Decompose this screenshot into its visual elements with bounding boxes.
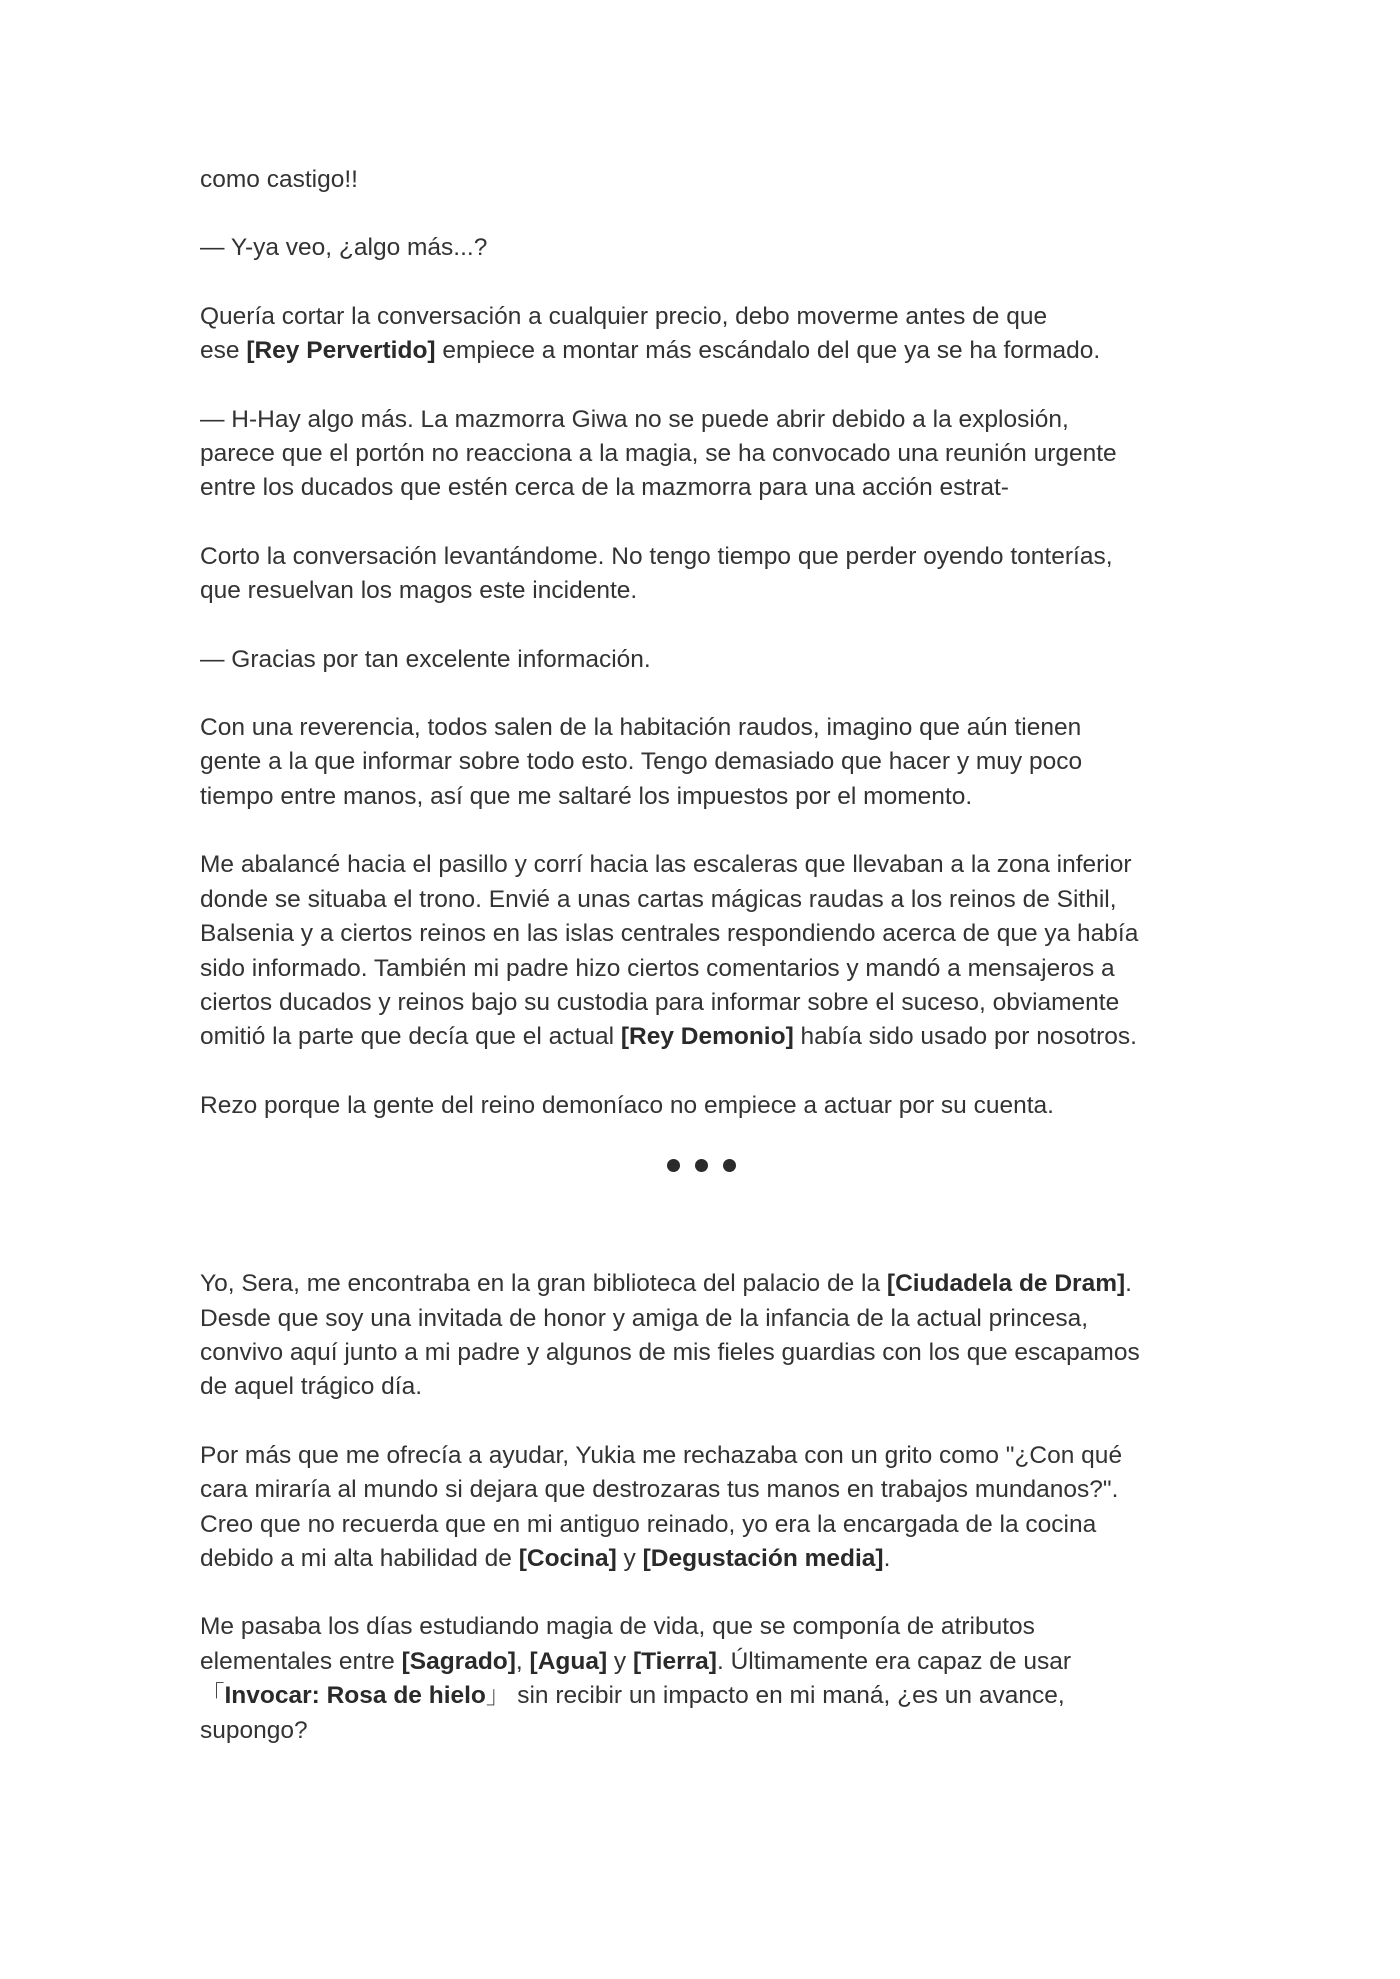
text-run: Por más que me ofrecía a ayudar, Yukia me rechazaba con un grito como "¿Con qué bbox=[200, 1441, 1123, 1469]
document-section-2 bbox=[200, 1267, 1200, 1748]
text-run: de aquel trágico día. bbox=[200, 1373, 423, 1401]
text-run: había sido usado por nosotros. bbox=[793, 1023, 1137, 1051]
paragraph bbox=[200, 1089, 1200, 1123]
text-run: 「 bbox=[200, 1682, 225, 1710]
paragraph bbox=[200, 711, 1200, 814]
scene-separator bbox=[200, 1159, 1200, 1173]
text-run: debido a mi alta habilidad de bbox=[200, 1544, 519, 1572]
separator-dot bbox=[667, 1159, 680, 1172]
text-run: Rezo porque la gente del reino demoníaco no empiece a actuar por su cuenta. bbox=[200, 1091, 1054, 1119]
paragraph bbox=[200, 848, 1200, 1054]
bold-term: [Agua] bbox=[529, 1647, 608, 1675]
bold-term: [Degustación media] bbox=[642, 1544, 884, 1572]
text-run: y bbox=[607, 1647, 633, 1675]
text-run: Yo, Sera, me encontraba en la gran biblioteca del palacio de la bbox=[200, 1270, 887, 1298]
text-run: entre los ducados que estén cerca de la mazmorra para una acción estrat- bbox=[200, 474, 1009, 502]
text-run: empiece a montar más escándalo del que ya se ha formado. bbox=[435, 337, 1101, 365]
text-run: Balsenia y a ciertos reinos en las islas centrales respondiendo acerca de que ya había bbox=[200, 920, 1139, 948]
text-run: . bbox=[883, 1544, 891, 1572]
paragraph bbox=[200, 643, 1200, 677]
text-run: donde se situaba el trono. Envié a unas cartas mágicas raudas a los reinos de Sithil, bbox=[200, 885, 1117, 913]
text-run: , bbox=[515, 1647, 530, 1675]
paragraph bbox=[200, 540, 1200, 609]
bold-term: [Cocina] bbox=[518, 1544, 617, 1572]
text-run: . bbox=[1125, 1270, 1132, 1298]
text-run: Quería cortar la conversación a cualquier precio, debo moverme antes de que bbox=[200, 302, 1048, 330]
paragraph bbox=[200, 231, 1200, 265]
text-run: Creo que no recuerda que en mi antiguo reinado, yo era la encargada de la cocina bbox=[200, 1510, 1097, 1538]
bold-term: [Tierra] bbox=[633, 1647, 717, 1675]
text-run: — H-Hay algo más. La mazmorra Giwa no se puede abrir debido a la explosión, bbox=[200, 405, 1069, 433]
text-run: — Gracias por tan excelente información. bbox=[200, 645, 651, 673]
bold-term: [Sagrado] bbox=[401, 1647, 516, 1675]
paragraph bbox=[200, 403, 1200, 506]
paragraph bbox=[200, 300, 1200, 369]
text-run: gente a la que informar sobre todo esto. Tengo demasiado que hacer y muy poco bbox=[200, 748, 1083, 776]
text-run: Me abalancé hacia el pasillo y corrí hacia las escaleras que llevaban a la zona inferior bbox=[200, 851, 1132, 879]
paragraph bbox=[200, 1439, 1200, 1577]
bold-term: [Ciudadela de Dram] bbox=[886, 1270, 1126, 1298]
text-run: Con una reverencia, todos salen de la habitación raudos, imagino que aún tienen bbox=[200, 714, 1082, 742]
text-run: — Y-ya veo, ¿algo más...? bbox=[200, 234, 488, 262]
text-run: convivo aquí junto a mi padre y algunos de mis fieles guardias con los que escapamos bbox=[200, 1338, 1140, 1366]
text-run: ese bbox=[200, 337, 247, 365]
text-run: Corto la conversación levantándome. No tengo tiempo que perder oyendo tonterías, bbox=[200, 542, 1113, 570]
paragraph bbox=[200, 1610, 1200, 1748]
paragraph bbox=[200, 1267, 1200, 1405]
text-run: y bbox=[616, 1544, 643, 1572]
text-run: Me pasaba los días estudiando magia de vida, que se componía de atributos bbox=[200, 1613, 1035, 1641]
separator-dot bbox=[723, 1159, 736, 1172]
text-run: tiempo entre manos, así que me saltaré los impuestos por el momento. bbox=[200, 782, 973, 810]
text-run: . Últimamente era capaz de usar bbox=[716, 1647, 1072, 1675]
text-run: parece que el portón no reacciona a la magia, se ha convocado una reunión urgente bbox=[200, 440, 1117, 468]
text-run: omitió la parte que decía que el actual bbox=[200, 1023, 621, 1051]
bold-term: Invocar: Rosa de hielo bbox=[224, 1682, 486, 1710]
separator-dot bbox=[695, 1159, 708, 1172]
text-run: supongo? bbox=[200, 1716, 308, 1744]
text-run: elementales entre bbox=[200, 1647, 402, 1675]
bold-term: [Rey Demonio] bbox=[620, 1023, 794, 1051]
paragraph bbox=[200, 163, 1200, 197]
text-run: como castigo!! bbox=[200, 166, 358, 193]
text-run: 」 sin recibir un impacto en mi maná, ¿es un avance, bbox=[485, 1682, 1065, 1710]
text-run: Desde que soy una invitada de honor y amiga de la infancia de la actual princesa, bbox=[200, 1304, 1089, 1332]
document-section-1 bbox=[200, 163, 1200, 1123]
bold-term: [Rey Pervertido] bbox=[246, 337, 436, 365]
text-run: cara miraría al mundo si dejara que destrozaras tus manos en trabajos mundanos?". bbox=[200, 1476, 1119, 1504]
text-run: sido informado. También mi padre hizo ciertos comentarios y mandó a mensajeros a bbox=[200, 954, 1115, 982]
text-run: que resuelvan los magos este incidente. bbox=[200, 577, 638, 605]
text-run: ciertos ducados y reinos bajo su custodia para informar sobre el suceso, obviamente bbox=[200, 988, 1120, 1016]
